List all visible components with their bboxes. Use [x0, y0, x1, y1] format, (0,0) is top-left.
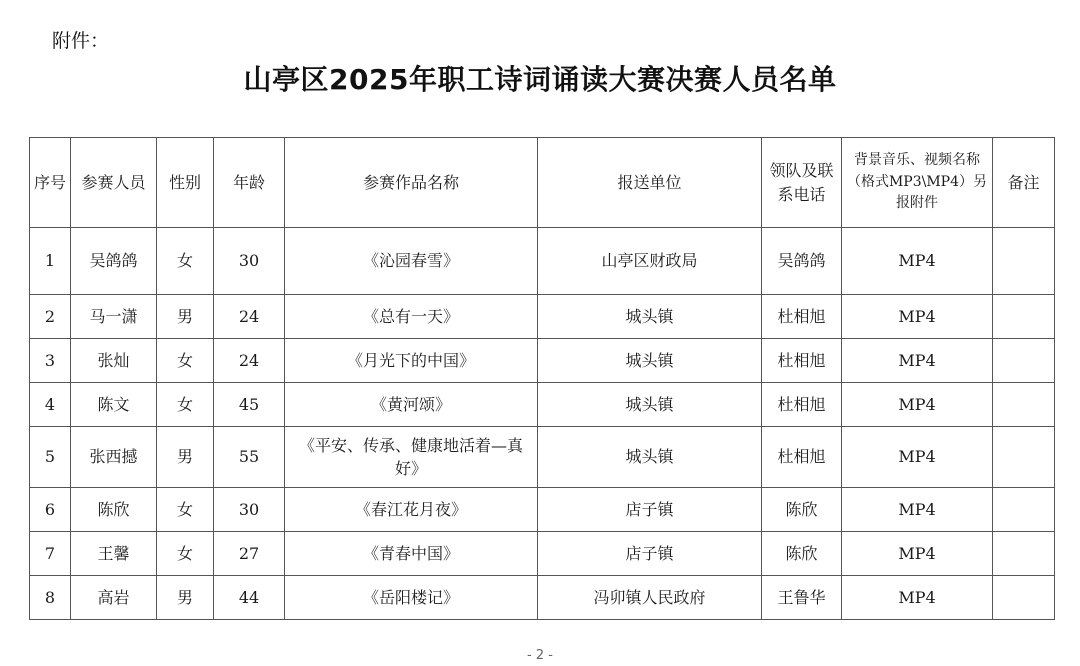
header-leader: 领队及联系电话: [762, 138, 842, 228]
table-row: [30, 383, 1055, 427]
cell-media: MP4: [842, 228, 993, 295]
attachment-label: 附件：: [52, 30, 110, 52]
cell-unit: 城头镇: [538, 383, 762, 427]
table-row: [30, 427, 1055, 488]
cell-age: 24: [214, 339, 285, 383]
header-gender: 性别: [157, 138, 214, 228]
cell-age: 55: [214, 427, 285, 488]
cell-unit: 店子镇: [538, 488, 762, 532]
cell-work: 《青春中国》: [285, 532, 538, 576]
cell-age: 45: [214, 383, 285, 427]
cell-leader: 陈欣: [762, 488, 842, 532]
cell-age: 44: [214, 576, 285, 620]
cell-gender: 女: [157, 383, 214, 427]
page-number: - 2 -: [527, 648, 553, 663]
cell-name: 高岩: [71, 576, 157, 620]
cell-remarks: [993, 228, 1055, 295]
cell-seq: 3: [30, 339, 71, 383]
header-name: 参赛人员: [71, 138, 157, 228]
table-row: [30, 339, 1055, 383]
cell-unit: 城头镇: [538, 295, 762, 339]
cell-unit: 城头镇: [538, 339, 762, 383]
table-row: [30, 576, 1055, 620]
cell-age: 24: [214, 295, 285, 339]
cell-remarks: [993, 532, 1055, 576]
cell-media: MP4: [842, 383, 993, 427]
cell-seq: 6: [30, 488, 71, 532]
contestant-table: [29, 137, 1055, 620]
cell-remarks: [993, 295, 1055, 339]
cell-media: MP4: [842, 576, 993, 620]
table-header-row: [30, 138, 1055, 228]
header-unit: 报送单位: [538, 138, 762, 228]
table-row: [30, 295, 1055, 339]
cell-work: 《沁园春雪》: [285, 228, 538, 295]
cell-work: 《黄河颂》: [285, 383, 538, 427]
cell-name: 陈文: [71, 383, 157, 427]
cell-leader: 吴鸽鸽: [762, 228, 842, 295]
cell-media: MP4: [842, 295, 993, 339]
cell-name: 陈欣: [71, 488, 157, 532]
header-work: 参赛作品名称: [285, 138, 538, 228]
cell-leader: 杜相旭: [762, 383, 842, 427]
cell-seq: 5: [30, 427, 71, 488]
cell-media: MP4: [842, 488, 993, 532]
header-age: 年龄: [214, 138, 285, 228]
cell-seq: 4: [30, 383, 71, 427]
cell-remarks: [993, 427, 1055, 488]
table-row: [30, 228, 1055, 295]
cell-name: 吴鸽鸽: [71, 228, 157, 295]
cell-name: 张西撼: [71, 427, 157, 488]
cell-work: 《平安、传承、健康地活着—真好》: [285, 427, 538, 488]
cell-work: 《月光下的中国》: [285, 339, 538, 383]
cell-name: 王馨: [71, 532, 157, 576]
table-row: [30, 488, 1055, 532]
cell-remarks: [993, 576, 1055, 620]
cell-media: MP4: [842, 427, 993, 488]
cell-unit: 山亭区财政局: [538, 228, 762, 295]
cell-work: 《岳阳楼记》: [285, 576, 538, 620]
cell-leader: 陈欣: [762, 532, 842, 576]
cell-leader: 杜相旭: [762, 295, 842, 339]
cell-unit: 店子镇: [538, 532, 762, 576]
cell-seq: 7: [30, 532, 71, 576]
cell-unit: 冯卯镇人民政府: [538, 576, 762, 620]
header-remarks: 备注: [993, 138, 1055, 228]
cell-gender: 女: [157, 339, 214, 383]
cell-age: 27: [214, 532, 285, 576]
header-seq: 序号: [30, 138, 71, 228]
cell-age: 30: [214, 488, 285, 532]
document-title: 山亭区2025年职工诗词诵读大赛决赛人员名单: [243, 63, 837, 96]
cell-leader: 杜相旭: [762, 339, 842, 383]
cell-leader: 王鲁华: [762, 576, 842, 620]
table-row: [30, 532, 1055, 576]
cell-unit: 城头镇: [538, 427, 762, 488]
cell-gender: 女: [157, 488, 214, 532]
cell-name: 马一潇: [71, 295, 157, 339]
cell-seq: 8: [30, 576, 71, 620]
cell-gender: 男: [157, 295, 214, 339]
cell-remarks: [993, 339, 1055, 383]
cell-gender: 女: [157, 532, 214, 576]
header-media: 背景音乐、视频名称（格式MP3\MP4）另报附件: [842, 138, 993, 228]
cell-gender: 男: [157, 427, 214, 488]
cell-leader: 杜相旭: [762, 427, 842, 488]
cell-remarks: [993, 383, 1055, 427]
cell-work: 《春江花月夜》: [285, 488, 538, 532]
cell-remarks: [993, 488, 1055, 532]
cell-gender: 男: [157, 576, 214, 620]
cell-work: 《总有一天》: [285, 295, 538, 339]
cell-seq: 1: [30, 228, 71, 295]
cell-seq: 2: [30, 295, 71, 339]
cell-gender: 女: [157, 228, 214, 295]
cell-age: 30: [214, 228, 285, 295]
cell-media: MP4: [842, 339, 993, 383]
cell-media: MP4: [842, 532, 993, 576]
cell-name: 张灿: [71, 339, 157, 383]
